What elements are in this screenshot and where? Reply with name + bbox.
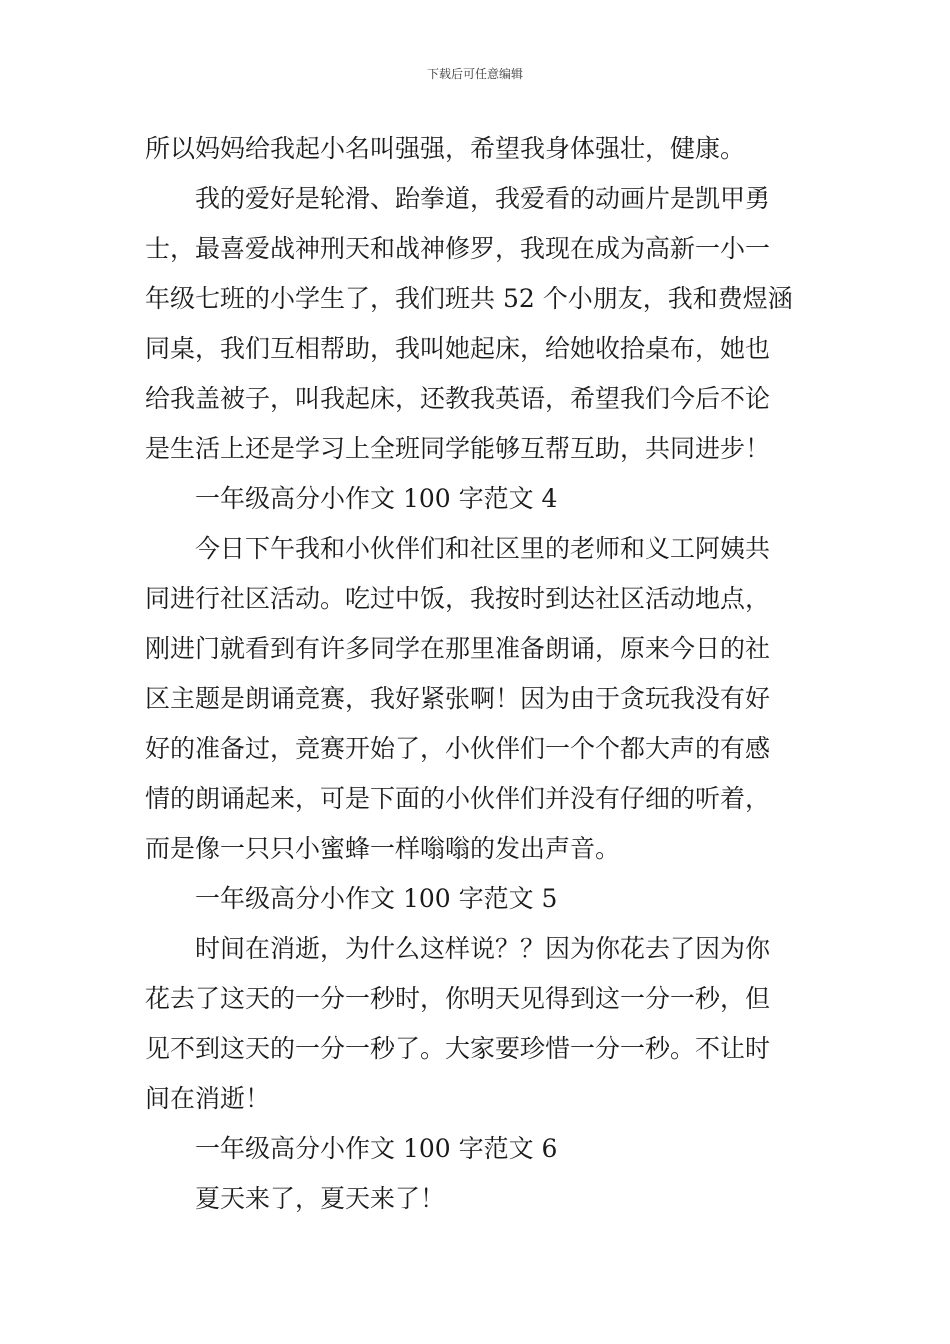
paragraph-line: 我的爱好是轮滑、跆拳道，我爱看的动画片是凯甲勇 xyxy=(195,184,771,213)
paragraph-line: 同桌，我们互相帮助，我叫她起床，给她收拾桌布，她也 xyxy=(145,334,771,363)
paragraph-line: 同进行社区活动。吃过中饭，我按时到达社区活动地点， xyxy=(145,584,771,613)
paragraph-line: 所以妈妈给我起小名叫强强，希望我身体强壮，健康。 xyxy=(145,134,746,163)
section-heading: 一年级高分小作文 100 字范文 4 xyxy=(195,484,558,513)
section-heading: 一年级高分小作文 100 字范文 5 xyxy=(195,884,558,913)
paragraph-line: 情的朗诵起来，可是下面的小伙伴们并没有仔细的听着， xyxy=(145,784,771,813)
paragraph-line: 今日下午我和小伙伴们和社区里的老师和义工阿姨共 xyxy=(195,534,771,563)
paragraph-line: 而是像一只只小蜜蜂一样嗡嗡的发出声音。 xyxy=(145,834,621,863)
paragraph-line: 见不到这天的一分一秒了。大家要珍惜一分一秒。不让时 xyxy=(145,1034,771,1063)
paragraph-line: 给我盖被子，叫我起床，还教我英语，希望我们今后不论 xyxy=(145,384,771,413)
paragraph-line: 间在消逝！ xyxy=(145,1084,271,1113)
paragraph-line: 夏天来了，夏天来了！ xyxy=(195,1184,446,1213)
paragraph-line: 年级七班的小学生了，我们班共 52 个小朋友，我和费煜涵 xyxy=(145,284,793,313)
paragraph-line: 士，最喜爱战神刑天和战神修罗，我现在成为高新一小一 xyxy=(145,234,771,263)
section-heading: 一年级高分小作文 100 字范文 6 xyxy=(195,1134,558,1163)
page-header-note: 下载后可任意编辑 xyxy=(426,67,523,81)
paragraph-line: 刚进门就看到有许多同学在那里准备朗诵，原来今日的社 xyxy=(145,634,771,663)
paragraph-line: 时间在消逝，为什么这样说？？因为你花去了因为你 xyxy=(195,934,771,963)
paragraph-line: 区主题是朗诵竞赛，我好紧张啊！因为由于贪玩我没有好 xyxy=(145,684,771,713)
paragraph-line: 是生活上还是学习上全班同学能够互帮互助，共同进步！ xyxy=(145,434,771,463)
paragraph-line: 花去了这天的一分一秒时，你明天见得到这一分一秒，但 xyxy=(145,984,771,1013)
paragraph-line: 好的准备过，竞赛开始了，小伙伴们一个个都大声的有感 xyxy=(145,734,771,763)
document-body xyxy=(145,124,815,1224)
